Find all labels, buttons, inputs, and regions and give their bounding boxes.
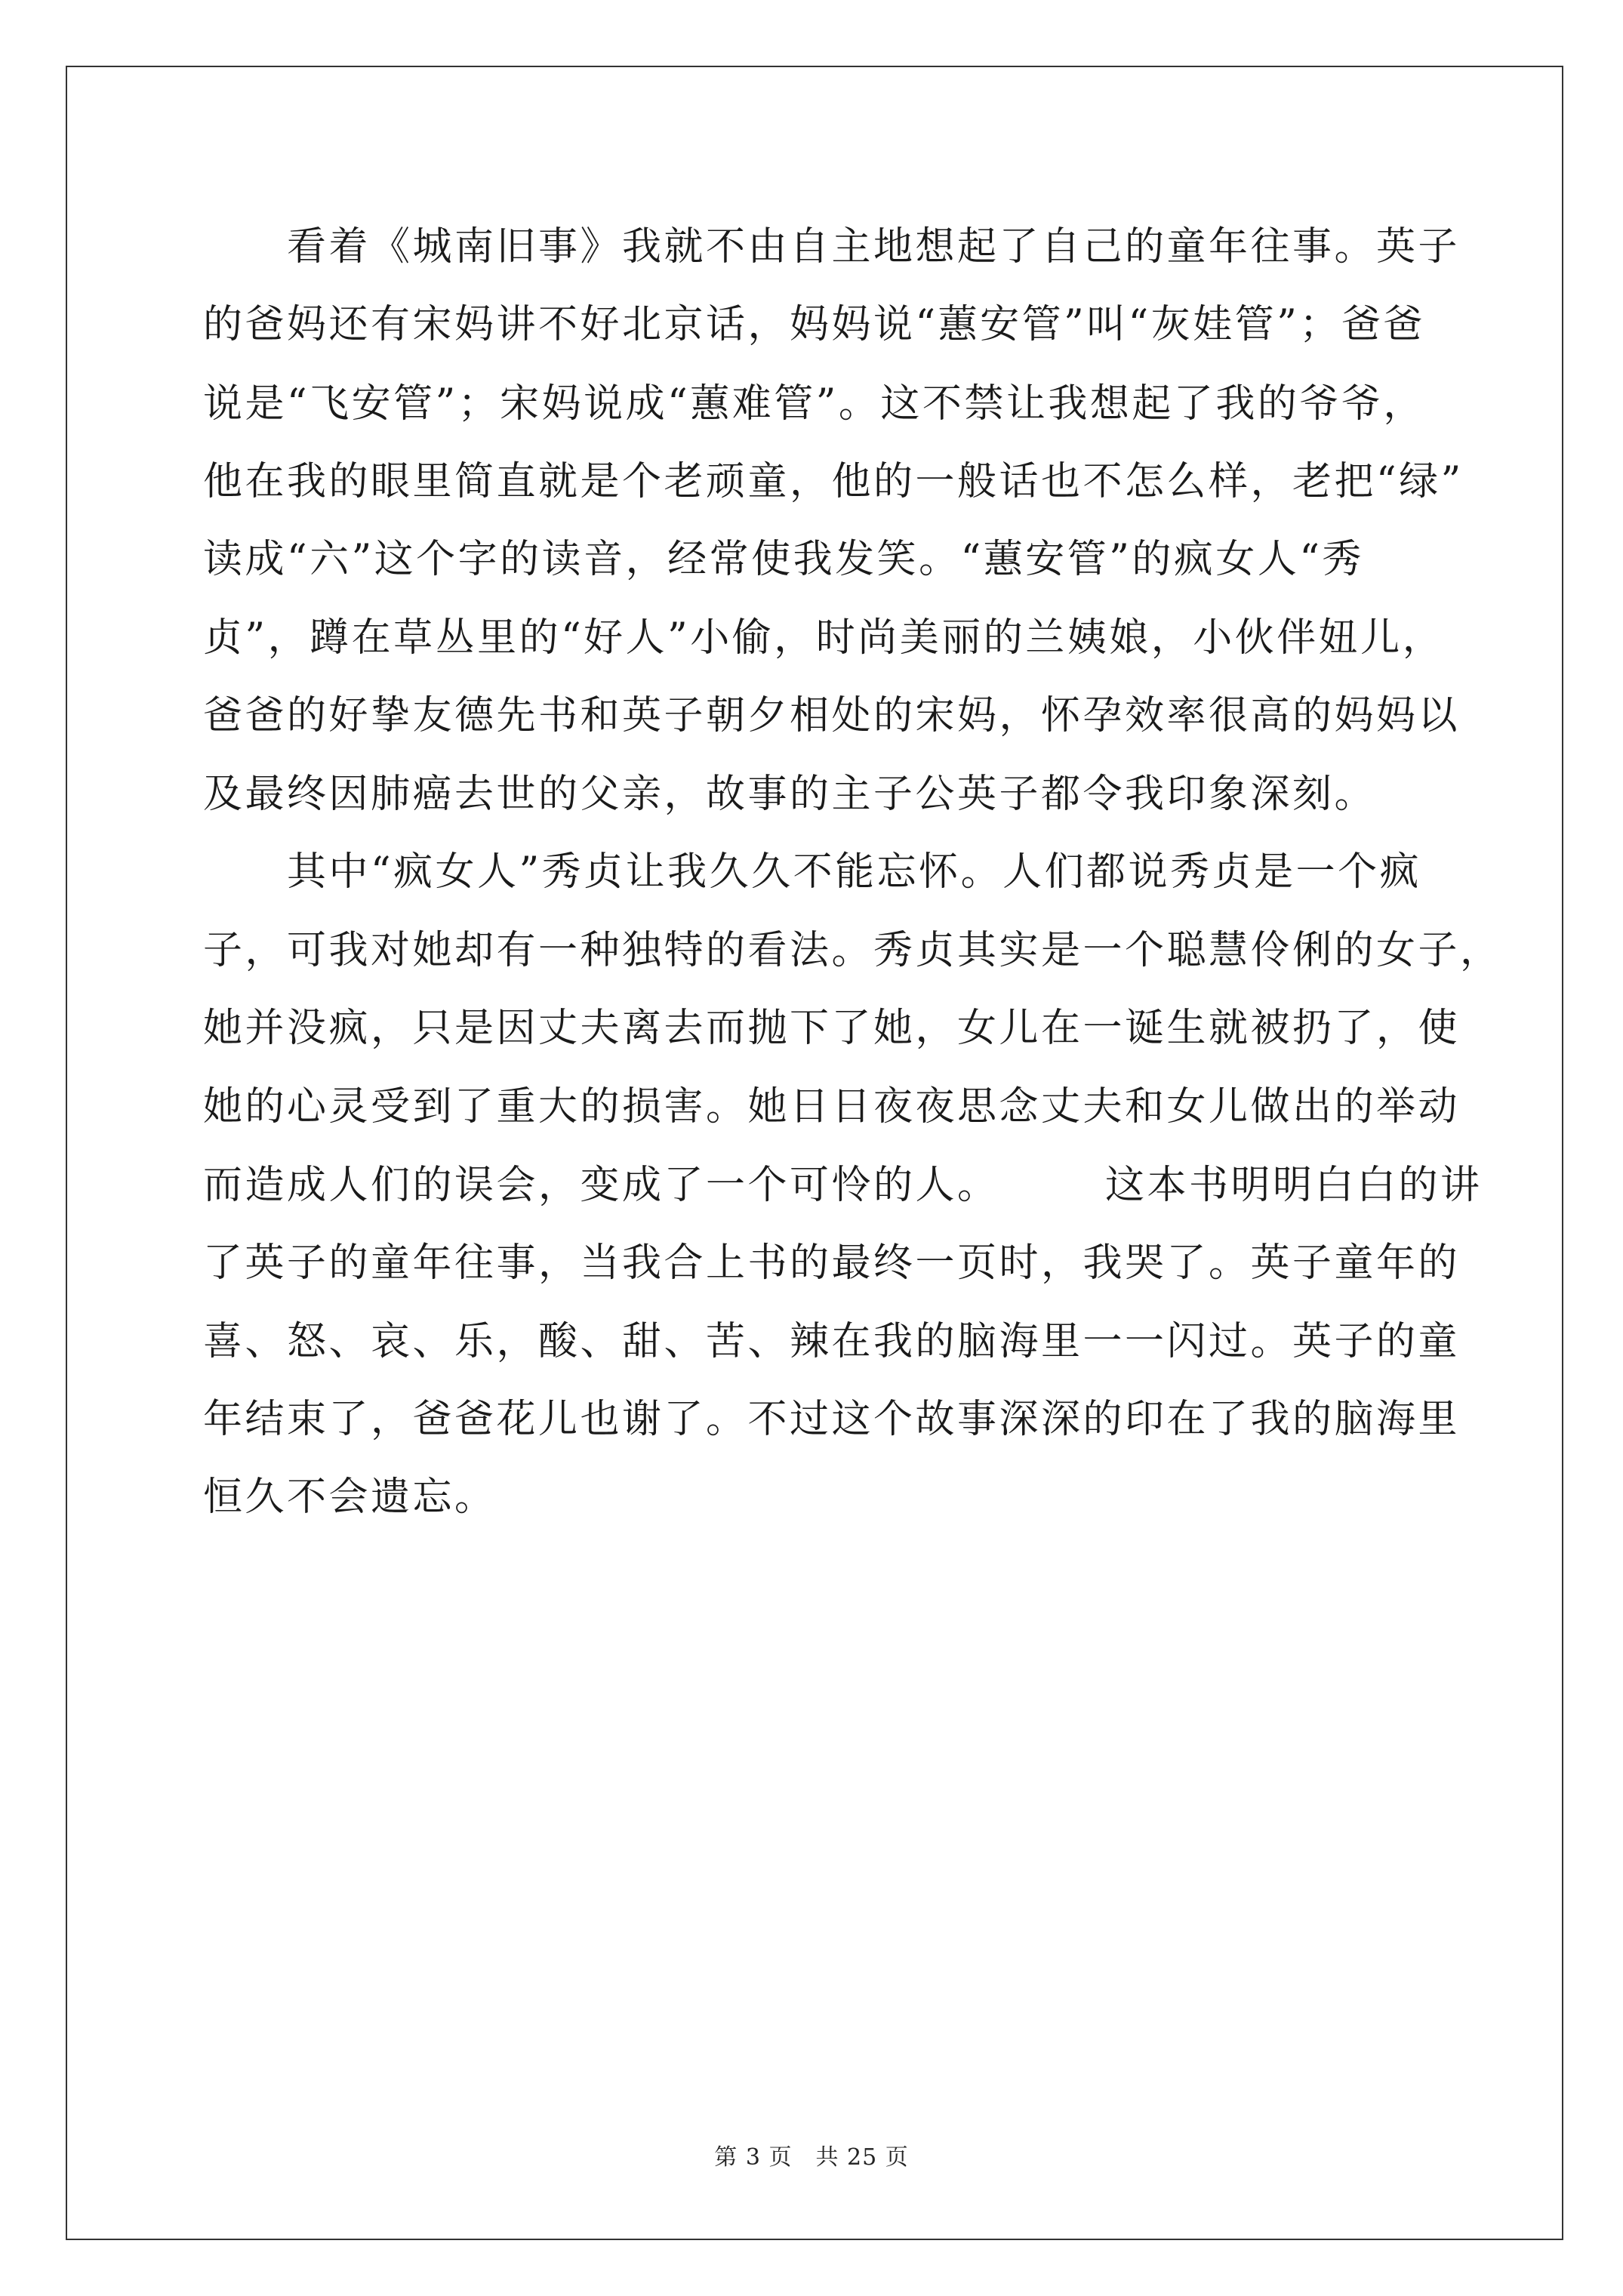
paragraph-2-line-8: 年结束了，爸爸花儿也谢了。不过这个故事深深的印在了我的脑海里 <box>203 1397 1461 1442</box>
paragraph-2-line-6: 了英子的童年往事，当我合上书的最终一页时，我哭了。英子童年的 <box>203 1240 1461 1286</box>
paragraph-2-line-9: 恒久不会遗忘。 <box>203 1475 497 1520</box>
paragraph-1-line-4: 他在我的眼里简直就是个老顽童，他的一般话也不怎么样，老把“绿” <box>203 459 1464 504</box>
paragraph-1-line-8: 及最终因肺癌去世的父亲，故事的主子公英子都令我印象深刻。 <box>203 772 1377 817</box>
page-number-footer: 第 3 页 共 25 页 <box>714 2144 909 2171</box>
paragraph-1-line-5: 读成“六”这个字的读音，经常使我发笑。“蕙安管”的疯女人“秀 <box>203 537 1364 582</box>
paragraph-1-line-3: 说是“飞安管”；宋妈说成“蕙难管”。这不禁让我想起了我的爷爷， <box>203 381 1425 427</box>
paragraph-1-line-1: 看着《城南旧事》我就不由自主地想起了自己的童年往事。英子 <box>203 224 1461 270</box>
paragraph-2-line-7: 喜、怒、哀、乐，酸、甜、苦、辣在我的脑海里一一闪过。英子的童 <box>203 1319 1461 1364</box>
paragraph-1-line-7: 爸爸的好挚友德先书和英子朝夕相处的宋妈，怀孕效率很高的妈妈以 <box>203 693 1461 738</box>
paragraph-2-line-5: 而造成人们的误会，变成了一个可怜的人。 这本书明明白白的讲 <box>203 1163 1483 1208</box>
paragraph-1-line-6: 贞”，蹲在草丛里的“好人”小偷，时尚美丽的兰姨娘，小伙伴妞儿， <box>203 615 1445 661</box>
paragraph-1-line-2: 的爸妈还有宋妈讲不好北京话，妈妈说“蕙安管”叫“灰娃管”；爸爸 <box>203 302 1425 347</box>
paragraph-2-line-2: 子，可我对她却有一种独特的看法。秀贞其实是一个聪慧伶俐的女子， <box>203 928 1502 973</box>
paragraph-2-line-3: 她并没疯，只是因丈夫离去而抛下了她，女儿在一诞生就被扔了，使 <box>203 1006 1461 1051</box>
paragraph-2-line-4: 她的心灵受到了重大的损害。她日日夜夜思念丈夫和女儿做出的举动 <box>203 1084 1461 1130</box>
paragraph-2-line-1: 其中“疯女人”秀贞让我久久不能忘怀。人们都说秀贞是一个疯 <box>203 849 1422 895</box>
